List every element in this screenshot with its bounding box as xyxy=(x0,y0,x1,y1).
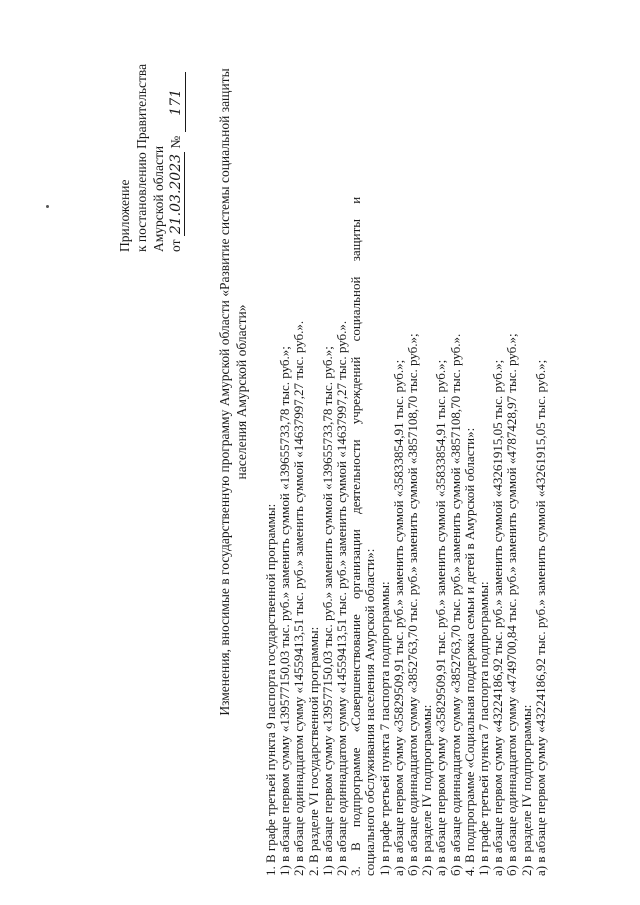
body-line: 1) в графе третьей пункта 7 паспорта подпрограммы: xyxy=(376,581,392,876)
appendix-block xyxy=(116,22,186,252)
body-line: б) в абзаце одиннадцатом сумму «3852763,70 тыс. руб.» заменить суммой «3857108,70 тыс. руб.»; xyxy=(405,333,421,876)
body-line: 1) в абзаце первом сумму «139577150,03 тыс. руб.» заменить суммой «139655733,78 тыс. руб.»; xyxy=(277,346,293,876)
handwritten-date: 21.03.2023 xyxy=(168,153,184,235)
appendix-heading: Приложение xyxy=(117,179,132,252)
body-line: 2) в разделе IV подпрограммы: xyxy=(419,704,435,876)
body-line: а) в абзаце первом сумму «35829509,91 тыс. руб.» заменить суммой «35833854,91 тыс. руб.»; xyxy=(433,359,449,876)
title-line-2: населения Амурской области» xyxy=(234,304,249,480)
body-line: 4. В подпрограмме «Социальная поддержка семьи и детей в Амурской области»: xyxy=(461,427,477,876)
body-line: а) в абзаце первом сумму «43224186,92 тыс. руб.» заменить суммой «43261915,05 тыс. руб.»; xyxy=(532,359,548,876)
appendix-resolution-ref: к постановлению Правительства xyxy=(134,63,149,252)
body-line: а) в абзаце первом сумму «35829509,91 тыс. руб.» заменить суммой «35833854,91 тыс. руб.»; xyxy=(390,359,406,876)
body-line: социального обслуживания населения Амурской области»: xyxy=(362,548,378,876)
appendix-region: Амурской области xyxy=(151,145,166,252)
body-line: а) в абзаце первом сумму «43224186,92 тыс. руб.» заменить суммой «43261915,05 тыс. руб.»; xyxy=(490,359,506,876)
handwritten-number: 171 xyxy=(168,72,186,132)
title-line-1: Изменения, вносимые в государственную программу Амурской области «Развитие системы социальной защиты xyxy=(217,68,232,716)
body-line: 1) в абзаце первом сумму «139577150,03 тыс. руб.» заменить суммой «139655733,78 тыс. руб.»; xyxy=(319,346,335,876)
body-line: 3. В подпрограмме «Совершенствование организации деятельности учреждений социальной защиты и xyxy=(348,196,364,876)
body-line: 2) в абзаце одиннадцатом сумму «14559413,51 тыс. руб.» заменить суммой «14637997,27 тыс. руб.». xyxy=(291,320,307,876)
appendix-date-line xyxy=(167,22,186,252)
document-body xyxy=(264,16,548,876)
body-line: 2) в абзаце одиннадцатом сумму «14559413,51 тыс. руб.» заменить суммой «14637997,27 тыс. руб.». xyxy=(334,320,350,876)
body-line: 2. В разделе VI государственной программы: xyxy=(305,626,321,876)
number-sign: № xyxy=(168,135,183,149)
scan-speck xyxy=(46,205,49,208)
document-title xyxy=(216,42,250,742)
body-line: 2) в разделе IV подпрограммы: xyxy=(518,704,534,876)
body-line: 1) в графе третьей пункта 7 паспорта подпрограммы: xyxy=(476,581,492,876)
date-prefix: от xyxy=(168,239,183,252)
document-page xyxy=(20,12,620,892)
body-line: б) в абзаце одиннадцатом сумму «3852763,70 тыс. руб.» заменить суммой «3857108,70 тыс. руб.». xyxy=(447,333,463,876)
body-line: 1. В графе третьей пункта 9 паспорта государственной программы: xyxy=(263,503,278,876)
body-line: б) в абзаце одиннадцатом сумму «4749700,84 тыс. руб.» заменить суммой «4787428,97 тыс. руб.»; xyxy=(504,333,520,876)
